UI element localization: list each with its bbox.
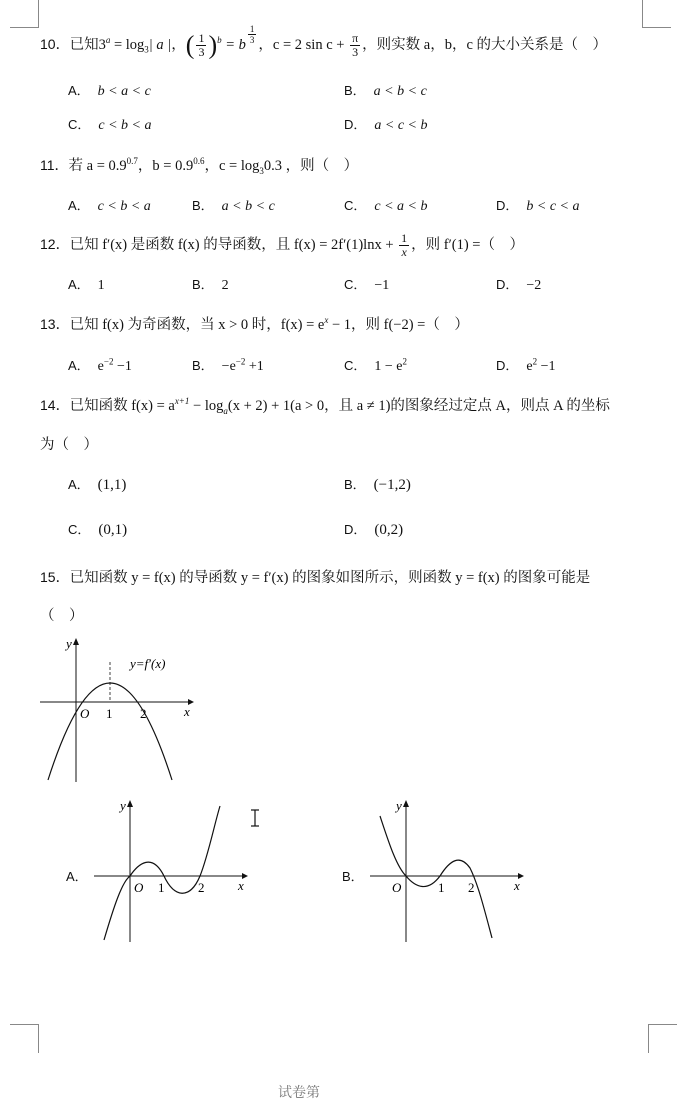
tick-1-label: 1 [158, 880, 165, 895]
origin-label: O [134, 880, 144, 895]
q10-option-a: A． b < a < c [68, 83, 151, 99]
tick-2-label: 2 [140, 706, 147, 721]
y-axis-arrow-icon [403, 800, 409, 807]
x-label: x [238, 878, 244, 893]
y-label: y [66, 636, 72, 651]
corner-mark-top-right [642, 0, 671, 28]
q14-option-c: C． (0,1) [68, 522, 128, 538]
derivative-graph [36, 636, 196, 786]
tick-2-label: 2 [468, 880, 475, 895]
option-a-graph [92, 796, 252, 946]
corner-mark-bottom-right [648, 1024, 677, 1053]
q13-option-c: C． $1 - e^2$ [344, 356, 407, 374]
q13-option-a: A． $e^{-2} -1$ [68, 356, 132, 374]
x-label: x [514, 878, 520, 893]
q12-option-b: B． 2 [192, 277, 229, 293]
option-b-graph [368, 796, 528, 946]
y-label: y [120, 798, 126, 813]
exponent-fraction: $\frac{1}{3}$ [249, 24, 255, 45]
origin-label: O [392, 880, 402, 895]
q11-option-a: A． c < b < a [68, 198, 151, 214]
question-number: 10． [40, 35, 70, 52]
q15-option-a-label: A． [66, 869, 88, 884]
q14-option-a: A． (1,1) [68, 477, 127, 493]
question-number: 15． [40, 569, 70, 585]
tick-1-label: 1 [438, 880, 445, 895]
question-14-stem: 14．已知函数 $f(x) = a^{x+1} - \log_a(x + 2) + 1(a > 0$，且 a ≠ 1)的图象经过定点 A，则点 A 的坐标 [40, 396, 610, 416]
tick-1-label: 1 [106, 706, 113, 721]
q14-option-b: B． (−1,2) [344, 477, 411, 493]
curve-label: y=f′(x) [130, 656, 166, 671]
q12-option-d: D． −2 [496, 277, 542, 293]
x-label: x [184, 704, 190, 719]
fraction-pi-third: $\frac{\pi}{3}$ [352, 31, 359, 59]
y-axis-arrow-icon [127, 800, 133, 807]
q14-option-d: D． (0,2) [344, 522, 404, 538]
q12-option-c: C． −1 [344, 277, 390, 293]
option-b-curve [380, 816, 492, 938]
q13-option-d: D． $e^2 -1$ [496, 356, 556, 374]
question-number: 12． [40, 235, 70, 252]
y-label: y [396, 798, 402, 813]
question-12-stem: 12．已知 f′(x) 是函数 f(x) 的导函数，且 f(x) = 2f′(1)lnx + $\frac{1}{x}$ ，则 f′(1) =（ ） [40, 231, 524, 259]
q11-option-b: B． a < b < c [192, 198, 275, 214]
question-15-stem-line2: （ ） [40, 608, 84, 624]
question-11-stem: 11．若 $a = 0.9^{0.7}$，$b = 0.9^{0.6}$，$c = \log_30.3$ ，则（ ） [40, 156, 359, 176]
question-10-stem: 10．已知$3^a = \log_3|$ a |，( $\frac{1}{3}$ )$^b$ = b $\frac{1}{3}$ ，c = 2 sin c + $\frac{\pi}{3}$ ，则实数 a，b，c 的大小关系是（ ） [40, 24, 608, 60]
corner-mark-top-left [10, 0, 39, 28]
question-number: 11． [40, 157, 69, 173]
q15-option-b-label: B． [342, 869, 364, 884]
y-axis-arrow-icon [73, 638, 79, 645]
q10-option-c: C． c < b < a [68, 117, 152, 133]
q10-option-b: B． a < b < c [344, 83, 427, 99]
fraction-one-over-x: $\frac{1}{x}$ [401, 231, 408, 259]
fraction-one-third: $\frac{1}{3}$ [198, 31, 205, 59]
q13-option-b: B． $-e^{-2} +1$ [192, 356, 264, 374]
question-15-stem: 15．已知函数 y = f(x) 的导函数 y = f′(x) 的图象如图所示，则函数 y = f(x) 的图象可能是 [40, 569, 591, 586]
q11-option-d: D． b < c < a [496, 198, 580, 214]
option-a-curve [104, 806, 220, 940]
corner-mark-bottom-left [10, 1024, 39, 1053]
question-number: 14． [40, 397, 70, 413]
page-footer: 试卷第 [278, 1085, 320, 1101]
text-cursor-icon [250, 808, 260, 828]
q11-option-c: C． c < a < b [344, 198, 428, 214]
q12-option-a: A． 1 [68, 277, 105, 293]
q10-option-d: D． a < c < b [344, 117, 428, 133]
tick-2-label: 2 [198, 880, 205, 895]
question-14-stem-line2: 为（ ） [40, 437, 98, 453]
origin-label: O [80, 706, 90, 721]
question-13-stem: 13．已知 f(x) 为奇函数，当 x > 0 时，$f(x) = e^x - 1$，则 f(−2) =（ ） [40, 315, 469, 333]
question-number: 13． [40, 316, 70, 332]
